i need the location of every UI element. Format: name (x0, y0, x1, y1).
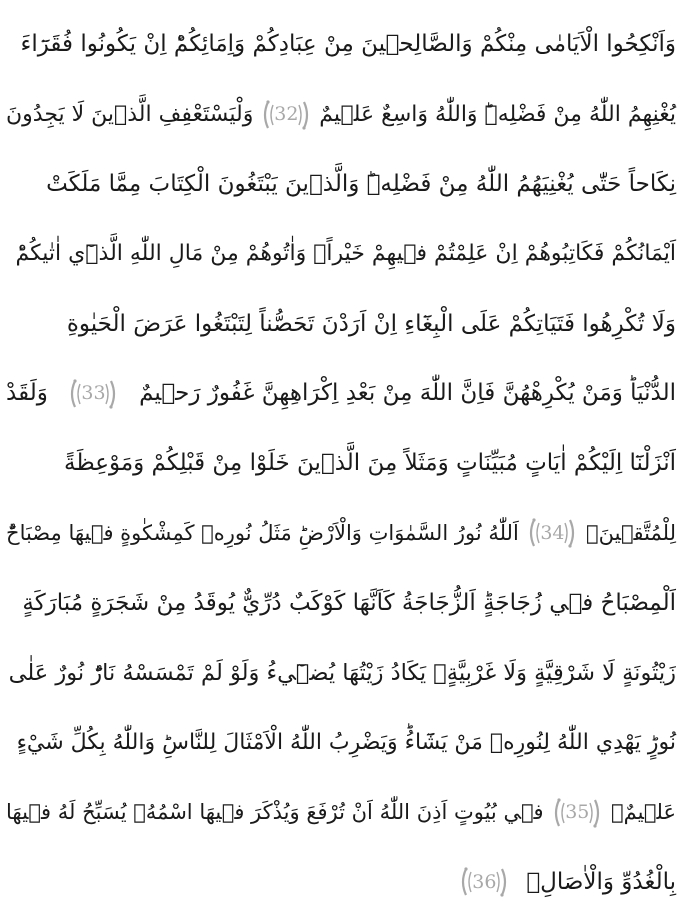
verse-text: وَلَا تُكْرِهُوا فَتَيَاتِكُمْ عَلَى الْبِغَٓاءِ اِنْ اَرَدْنَ تَحَصُّناً لِتَبْتَغُوا عَرَضَ الْحَيٰوةِ (66, 310, 676, 337)
verse-text: اَنْزَلْنَٓا اِلَيْكُمْ اٰيَاتٍ مُبَيِّنَاتٍ وَمَثَلاً مِنَ الَّذ۪ينَ خَلَوْا مِنْ قَبْلِكُمْ وَمَوْعِظَةً (64, 450, 676, 477)
ayah-number: 33 (81, 382, 106, 405)
verse-line (6, 429, 676, 499)
verse-text: اَلْمِصْبَاحُ ف۪ي زُجَاجَةٍؕ اَلزُّجَاجَةُ كَاَنَّهَا كَوْكَبٌ دُرِّيٌّ يُوقَدُ مِنْ شَجَرَةٍ مُبَارَكَةٍ (22, 589, 676, 616)
verse-text: نُورٍؕ يَهْدِي اللّٰهُ لِنُورِه۪ مَنْ يَشَٓاءُؕ وَيَضْرِبُ اللّٰهُ الْاَمْثَالَ لِلنَّاسِؕ وَاللّٰهُ بِكُلِّ شَيْءٍ (16, 729, 676, 755)
verse-line (6, 10, 676, 80)
ayah-number: 36 (472, 870, 497, 893)
verse-line (6, 289, 676, 359)
verse-text: وَلْيَسْتَعْفِفِ الَّذ۪ينَ لَا يَجِدُونَ (6, 101, 254, 127)
verse-line (6, 359, 676, 429)
verse-line (6, 638, 676, 708)
verse-line (6, 80, 676, 150)
verse-text: زَيْتُونَةٍ لَا شَرْقِيَّةٍ وَلَا غَرْبِيَّةٍۙ يَكَادُ زَيْتُهَا يُض۪ٓيءُ وَلَوْ لَمْ تَمْسَسْهُ نَارٌؕ نُورٌ عَلٰى (8, 659, 676, 686)
verse-text: الدُّنْيَاؕ وَمَنْ يُكْرِهْهُنَّ فَاِنَّ اللّٰهَ مِنْ بَعْدِ اِكْرَاهِهِنَّ غَفُورٌ رَح۪يمٌ (139, 380, 676, 407)
ayah-number: 34 (540, 521, 565, 544)
verse-text: يُغْنِهِمُ اللّٰهُ مِنْ فَضْلِه۪ؕ وَاللّٰهُ وَاسِعٌ عَل۪يمٌ (319, 101, 676, 127)
verse-line (6, 499, 676, 569)
ayah-end-marker (260, 98, 312, 132)
verse-text: اَللّٰهُ نُورُ السَّمٰوَاتِ وَالْاَرْضِؕ مَثَلُ نُورِه۪ كَمِشْكٰوةٍ ف۪يهَا مِصْبَاحٌؕ (6, 520, 519, 545)
verse-line (6, 219, 676, 289)
verse-text: اَيْمَانُكُمْ فَكَاتِبُوهُمْ اِنْ عَلِمْتُمْ ف۪يهِمْ خَيْراًۗ وَاٰتُوهُمْ مِنْ مَالِ اللّٰهِ الَّذ۪ٓي اٰتٰيكُمْؕ (15, 241, 676, 267)
verse-text: بِالْغُدُوِّ وَالْاٰصَالِۙ (526, 868, 676, 895)
verse-text: عَل۪يمٌۙ (611, 800, 676, 825)
verse-line (6, 708, 676, 778)
ayah-number: 32 (274, 103, 299, 126)
verse-text: نِكَاحاً حَتّٰى يُغْنِيَهُمُ اللّٰهُ مِنْ فَضْلِه۪ؕ وَالَّذ۪ينَ يَبْتَغُونَ الْكِتَابَ مِمَّا مَلَكَتْ (46, 170, 676, 197)
ayah-end-marker (551, 796, 603, 830)
verse-text: لِلْمُتَّق۪ينَ۟ (586, 520, 676, 545)
verse-line (6, 848, 676, 918)
ayah-end-marker (458, 865, 510, 899)
ayah-end-marker (526, 516, 578, 550)
verse-line (6, 568, 676, 638)
verse-lines (6, 10, 676, 917)
ayah-end-marker (67, 377, 119, 411)
verse-line (6, 150, 676, 220)
verse-text: ف۪ي بُيُوتٍ اَذِنَ اللّٰهُ اَنْ تُرْفَعَ وَيُذْكَرَ ف۪يهَا اسْمُهُۙ يُسَبِّحُ لَهُ ف۪يهَا (6, 800, 544, 825)
verse-line (6, 778, 676, 848)
ayah-number: 35 (565, 801, 590, 824)
verse-text: وَاَنْكِحُوا الْاَيَامٰى مِنْكُمْ وَالصَّالِح۪ينَ مِنْ عِبَادِكُمْ وَاِمَائِكُمْؕ اِنْ يَكُونُوا فُقَرَٓاءَ (20, 31, 676, 58)
verse-text: وَلَقَدْ (6, 380, 48, 407)
